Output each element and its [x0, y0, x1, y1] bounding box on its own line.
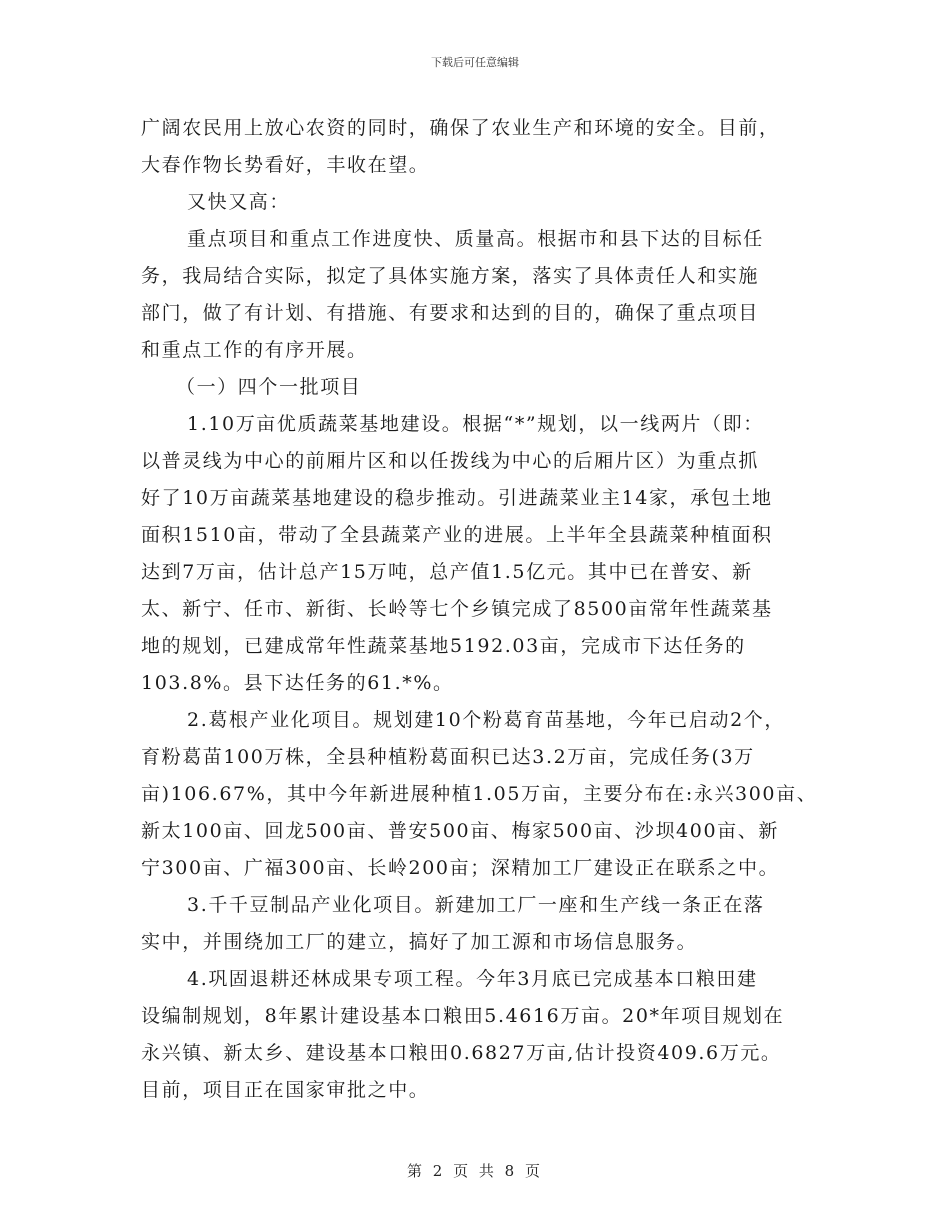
text-line: 设编制规划，8年累计建设基本口粮田5.4616万亩。20*年项目规划在 — [141, 1005, 785, 1027]
text-line: 宁300亩、广福300亩、长岭200亩；深精加工厂建设正在联系之中。 — [141, 857, 780, 879]
text-line: 大春作物长势看好，丰收在望。 — [141, 154, 430, 176]
text-line: 实中，并围绕加工厂的建立，搞好了加工源和市场信息服务。 — [141, 931, 698, 953]
text-line: 达到7万亩，估计总产15万吨，总产值1.5亿元。其中已在普安、新 — [141, 561, 753, 583]
text-line: 新太100亩、回龙500亩、普安500亩、梅家500亩、沙坝400亩、新 — [141, 820, 779, 842]
text-line: 面积1510亩，带动了全县蔬菜产业的进展。上半年全县蔬菜种植面积 — [141, 524, 773, 546]
text-line: 和重点工作的有序开展。 — [141, 339, 368, 361]
text-line: 4.巩固退耕还林成果专项工程。今年3月底已完成基本口粮田建 — [187, 968, 758, 990]
text-line: 太、新宁、任市、新街、长岭等七个乡镇完成了8500亩常年性蔬菜基 — [141, 598, 773, 620]
page-footer: 第 2 页 共 8 页 — [407, 1162, 543, 1180]
text-line: 好了10万亩蔬菜基地建设的稳步推动。引进蔬菜业主14家，承包土地 — [141, 487, 773, 509]
text-line: 务，我局结合实际，拟定了具体实施方案，落实了具体责任人和实施 — [141, 265, 760, 287]
section-heading: （一）四个一批项目 — [176, 376, 362, 398]
text-line: 以普灵线为中心的前厢片区和以任拨线为中心的后厢片区）为重点抓 — [141, 450, 760, 472]
text-line: 目前，项目正在国家审批之中。 — [141, 1079, 430, 1101]
text-line: 重点项目和重点工作进度快、质量高。根据市和县下达的目标任 — [187, 228, 764, 250]
text-line: 3.千千豆制品产业化项目。新建加工厂一座和生产线一条正在落 — [187, 894, 765, 916]
text-line: 1.10万亩优质蔬菜基地建设。根据“*”规划，以一线两片（即： — [187, 413, 764, 435]
text-line: 永兴镇、新太乡、建设基本口粮田0.6827万亩,估计投资409.6万元。 — [141, 1042, 782, 1064]
text-line: 地的规划，已建成常年性蔬菜基地5192.03亩，完成市下达任务的 — [141, 635, 746, 657]
text-line: 广阔农民用上放心农资的同时，确保了农业生产和环境的安全。目前， — [141, 117, 780, 139]
text-line: 亩)106.67%，其中今年新进展种植1.05万亩，主要分布在:永兴300亩、 — [141, 783, 818, 805]
text-line: 103.8%。县下达任务的61.*%。 — [141, 672, 454, 694]
text-line: 育粉葛苗100万株，全县种植粉葛面积已达3.2万亩，完成任务(3万 — [141, 746, 755, 768]
section-heading: 又快又高： — [187, 191, 291, 213]
page-header: 下载后可任意编辑 — [431, 56, 519, 69]
text-line: 2.葛根产业化项目。规划建10个粉葛育苗基地，今年已启动2个， — [187, 709, 785, 731]
text-line: 部门，做了有计划、有措施、有要求和达到的目的，确保了重点项目 — [141, 302, 760, 324]
